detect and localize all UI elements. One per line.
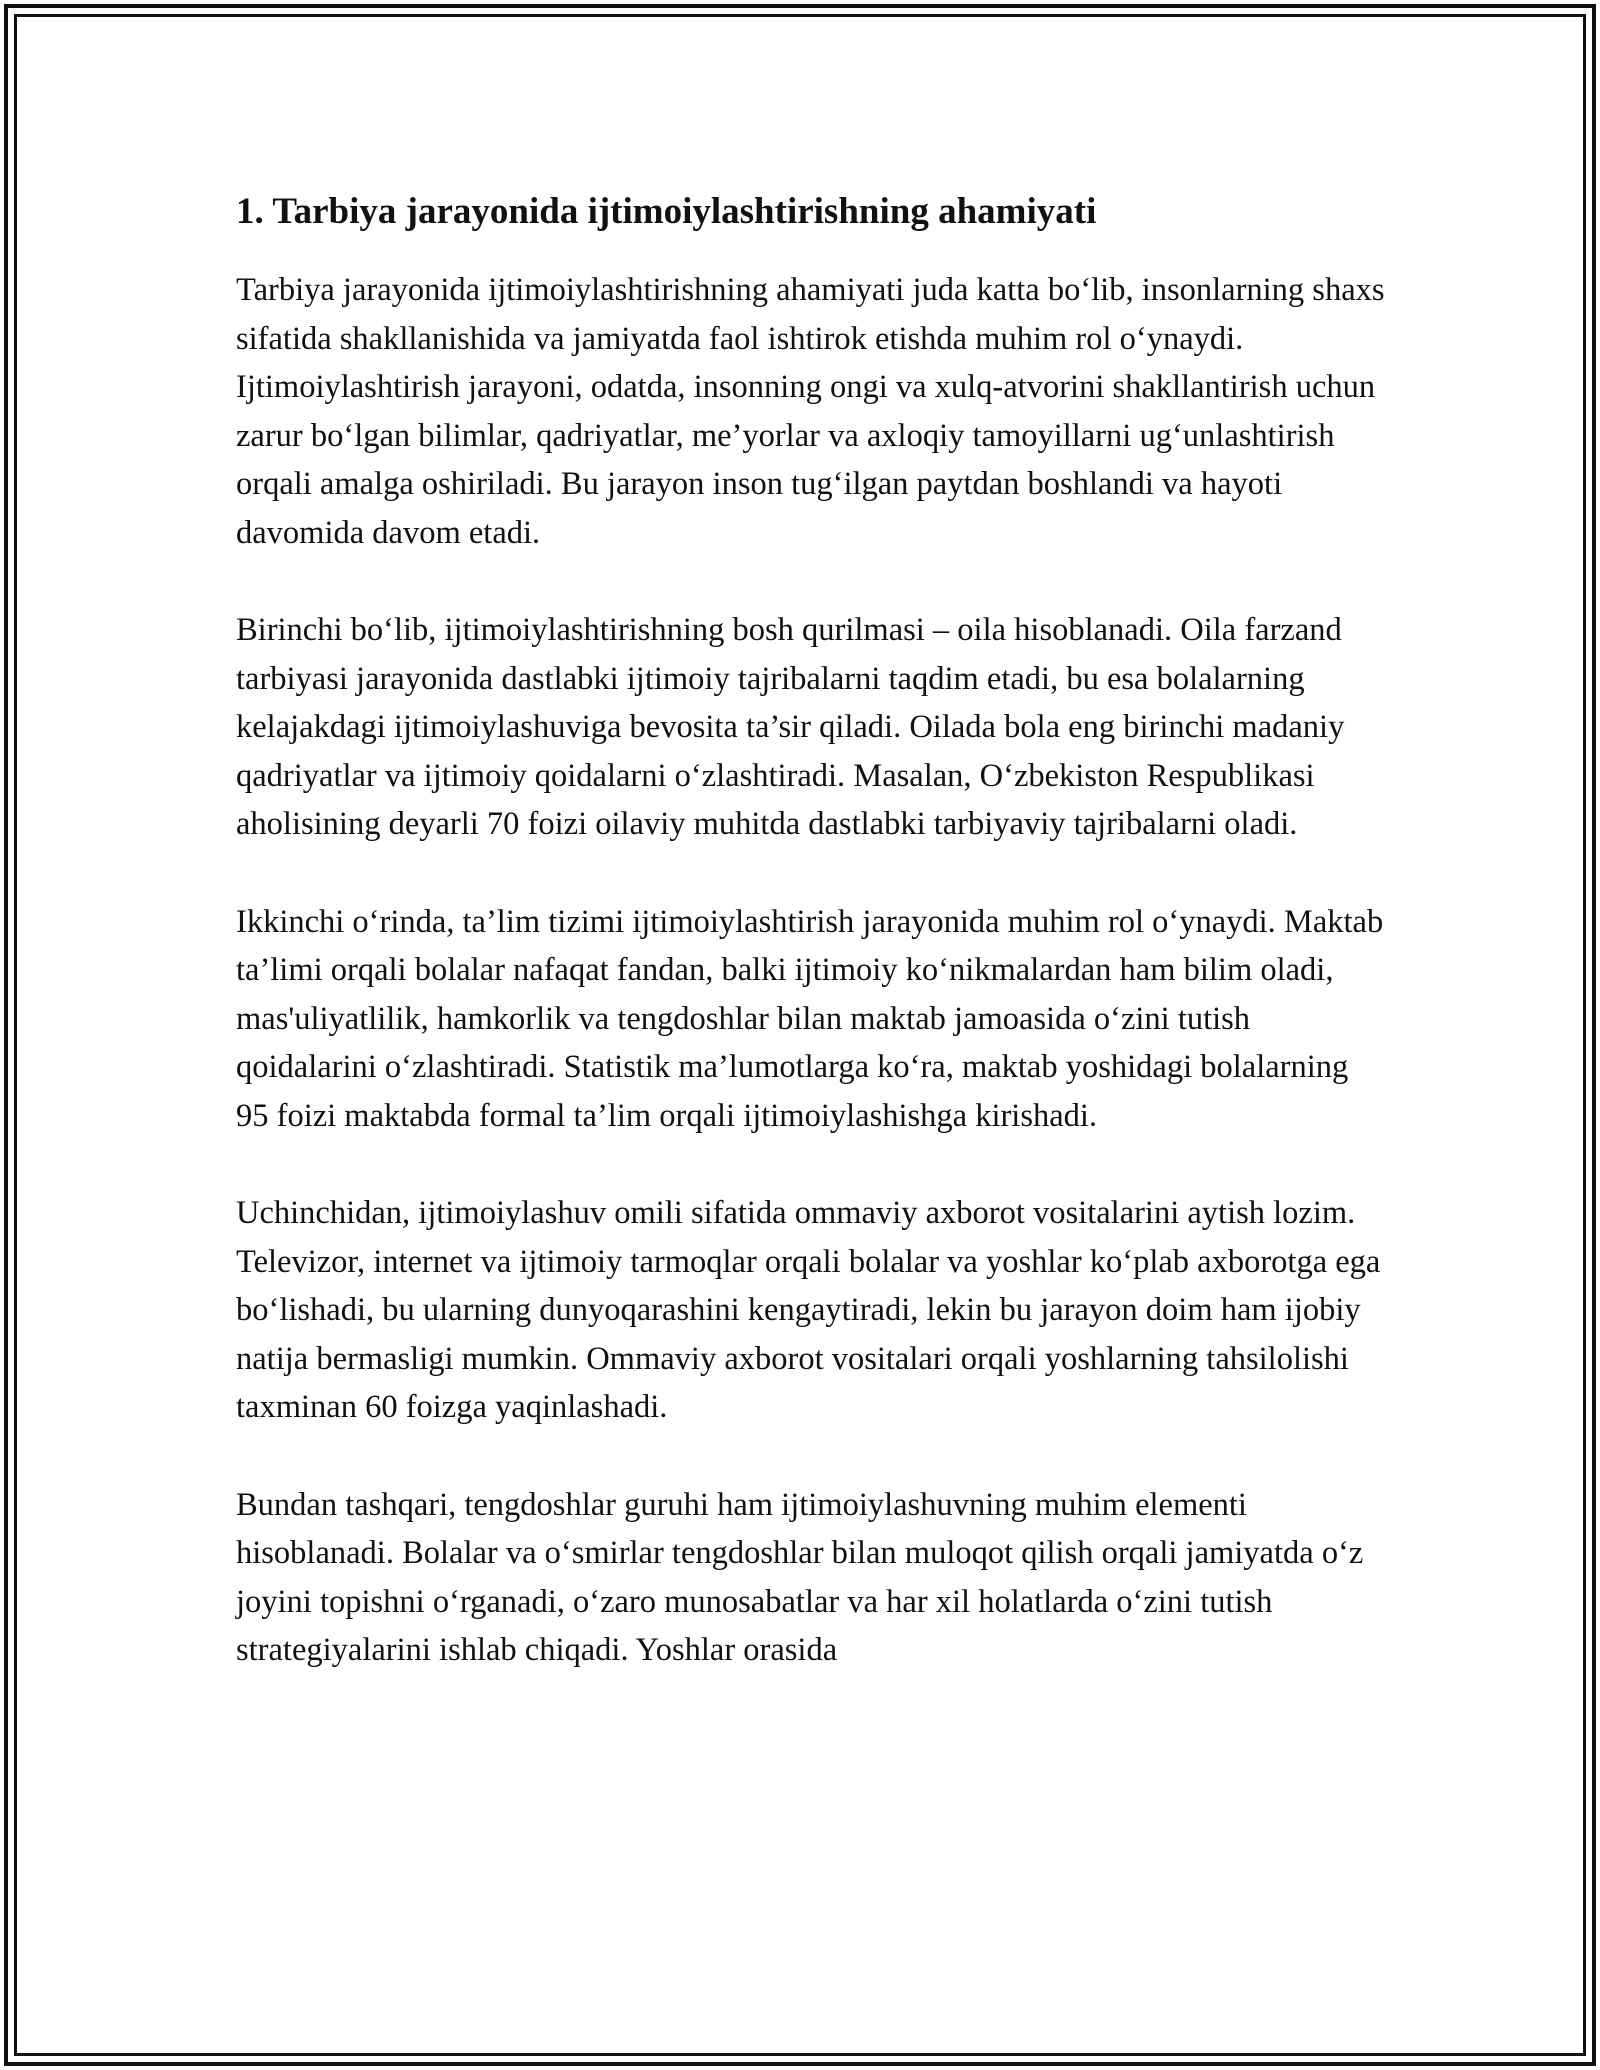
paragraph-peers: Bundan tashqari, tengdoshlar guruhi ham ijtimoiylashuvning muhim elementi hisoblanadi. Bolalar va oʻsmirlar tengdoshlar bilan muloqot qilish orqali jamiyatda oʻz joyini topishni oʻrganadi, oʻzaro munosabatlar va har xil holatlarda oʻzini tutish strategiyalarini ishlab chiqadi. Yoshlar orasida	[236, 1486, 1364, 1668]
paragraph-intro: Tarbiya jarayonida ijtimoiylashtirishning ahamiyati juda katta boʻlib, insonlarning shaxs sifatida shakllanishida va jamiyatda faol ishtirok etishda muhim rol oʻynaydi. Ijtimoiylashtirish jarayoni, odatda, insonning ongi va xulq-atvorini shakllantirish uchun zarur boʻlgan bilimlar, qadriyatlar, me’yorlar va axloqiy tamoyillarni ugʻunlashtirish orqali amalga oshiriladi. Bu jarayon inson tugʻilgan paytdan boshlandi va hayoti davomida davom etadi.	[236, 272, 1385, 551]
section-heading: 1. Tarbiya jarayonida ijtimoiylashtirishning ahamiyati	[236, 191, 1097, 232]
paragraph-education: Ikkinchi oʻrinda, ta’lim tizimi ijtimoiylashtirish jarayonida muhim rol oʻynaydi. Maktab ta’limi orqali bolalar nafaqat fandan, balki ijtimoiy koʻnikmalardan ham bilim oladi, mas'uliyatlilik, hamkorlik va tengdoshlar bilan maktab jamoasida oʻzini tutish qoidalarini oʻzlashtiradi. Statistik ma’lumotlarga koʻra, maktab yoshidagi bolalarning 95 foizi maktabda formal ta’lim orqali ijtimoiylashishga kirishadi.	[236, 903, 1384, 1134]
document-body	[236, 188, 1386, 1724]
paragraph-media: Uchinchidan, ijtimoiylashuv omili sifatida ommaviy axborot vositalarini aytish lozim. Televizor, internet va ijtimoiy tarmoqlar orqali bolalar va yoshlar koʻplab axborotga ega boʻlishadi, bu ularning dunyoqarashini kengaytiradi, lekin bu jarayon doim ham ijobiy natija bermasligi mumkin. Ommaviy axborot vositalari orqali yoshlarning tahsilolishi taxminan 60 foizga yaqinlashadi.	[236, 1195, 1381, 1425]
paragraph-family: Birinchi boʻlib, ijtimoiylashtirishning bosh qurilmasi – oila hisoblanadi. Oila farzand tarbiyasi jarayonida dastlabki ijtimoiy tajribalarni taqdim etadi, bu esa bolalarning kelajakdagi ijtimoiylashuviga bevosita ta’sir qiladi. Oilada bola eng birinchi madaniy qadriyatlar va ijtimoiy qoidalarni oʻzlashtiradi. Masalan, Oʻzbekiston Respublikasi aholisining deyarli 70 foizi oilaviy muhitda dastlabki tarbiyaviy tajribalarni oladi.	[236, 612, 1345, 842]
